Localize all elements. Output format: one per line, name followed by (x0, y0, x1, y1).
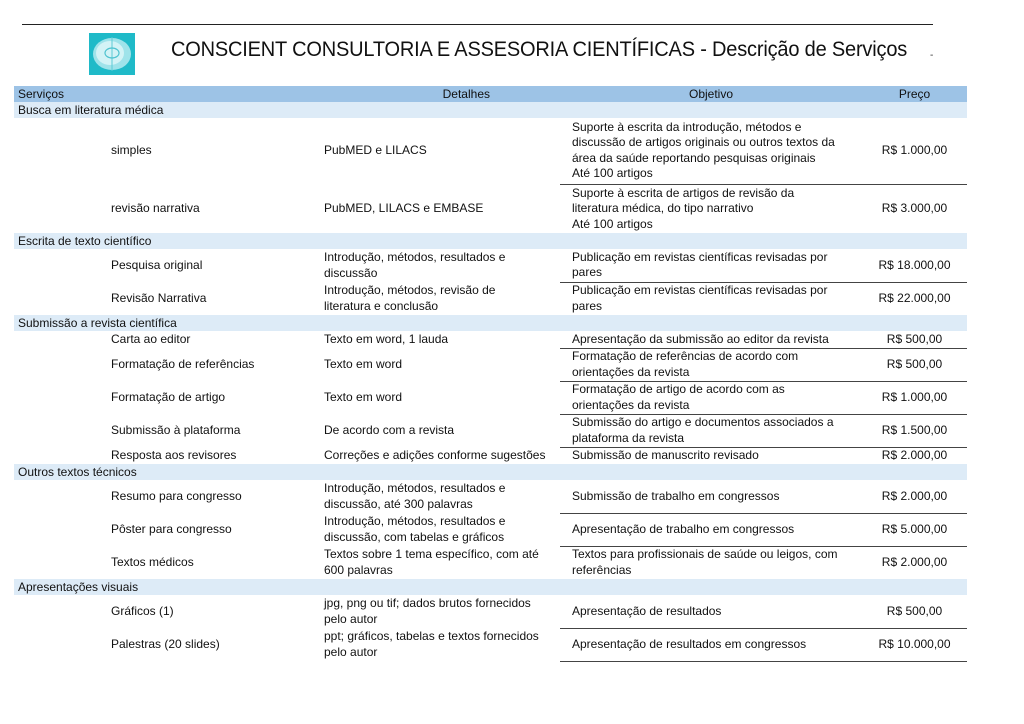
service-name: Carta ao editor (111, 331, 191, 346)
service-price: R$ 22.000,00 (878, 291, 951, 305)
table-row (14, 414, 967, 447)
table-row (14, 381, 967, 414)
page-title: CONSCIENT CONSULTORIA E ASSESORIA CIENTÍFICAS - Descrição de Serviços (171, 37, 908, 61)
table-row (14, 282, 967, 315)
section-row (14, 315, 967, 331)
service-name: revisão narrativa (111, 200, 200, 215)
objective-line: Submissão de manuscrito revisado (572, 448, 759, 462)
objective-line: Até 100 artigos (572, 216, 653, 231)
service-objective (560, 628, 862, 661)
objective-line: Suporte à escrita da introdução, métodos e (572, 119, 802, 134)
service-price: R$ 2.000,00 (862, 480, 967, 513)
objective-line: Apresentação da submissão ao editor da revista (572, 331, 829, 346)
service-price: R$ 2.000,00 (881, 555, 948, 569)
service-objective (560, 546, 862, 579)
section-title: Submissão a revista científica (14, 315, 967, 331)
details-line: pelo autor (324, 644, 378, 659)
table-row (14, 331, 967, 348)
objective-line: Submissão do artigo e documentos associados a (572, 415, 834, 429)
service-objective (560, 282, 862, 315)
top-rule (22, 24, 933, 25)
service-details: De acordo com a revista (324, 422, 455, 437)
service-name: Palestras (20 slides) (111, 636, 220, 651)
service-details: Texto em word (324, 356, 403, 371)
service-details (316, 546, 560, 579)
section-title: Busca em literatura médica (14, 102, 967, 118)
service-details (316, 480, 560, 513)
service-details (316, 595, 560, 628)
section-row (14, 464, 967, 480)
objective-line: discussão de artigos originais ou outros textos da (572, 135, 835, 150)
service-details: Correções e adições conforme sugestões (324, 447, 546, 462)
objective-line: área da saúde reportando pesquisas originais (572, 150, 816, 165)
objective-line: Suporte à escrita de artigos de revisão da (572, 185, 795, 200)
objective-line: Apresentação de trabalho em congressos (572, 521, 795, 536)
service-details (316, 628, 560, 661)
service-price: R$ 1.500,00 (862, 414, 967, 447)
service-objective (560, 249, 862, 282)
section-row (14, 579, 967, 595)
objective-line: Apresentação de resultados em congressos (572, 636, 807, 651)
table-row (14, 447, 967, 464)
service-name: simples (111, 143, 152, 158)
objective-line: Publicação em revistas científicas revisadas por (572, 249, 828, 264)
service-price: R$ 18.000,00 (862, 249, 967, 282)
objective-line: literatura médica, do tipo narrativo (572, 201, 754, 215)
table-row (14, 184, 967, 233)
table-row (14, 595, 967, 628)
service-objective (560, 348, 862, 381)
details-line: 600 palavras (324, 562, 393, 577)
table-row (14, 118, 967, 184)
details-line: Introdução, métodos, resultados e (324, 514, 506, 528)
column-header-preco: Preço (862, 86, 967, 102)
service-price: R$ 500,00 (862, 348, 967, 381)
service-price: R$ 1.000,00 (862, 381, 967, 414)
service-objective (560, 480, 862, 513)
objective-line: referências (572, 562, 632, 577)
service-name: Pôster para congresso (111, 521, 232, 536)
section-title: Apresentações visuais (14, 579, 967, 595)
service-objective (560, 381, 862, 414)
details-line: discussão, até 300 palavras (324, 496, 473, 511)
section-row (14, 102, 967, 118)
service-objective (560, 184, 862, 233)
column-header-servicos: Serviços (14, 86, 316, 102)
service-details (316, 282, 560, 315)
service-objective (560, 414, 862, 447)
details-line: Introdução, métodos, revisão de (324, 283, 496, 297)
table-header-row (14, 86, 967, 102)
service-details: PubMED, LILACS e EMBASE (324, 200, 484, 215)
details-line: jpg, png ou tif; dados brutos fornecidos (324, 596, 531, 610)
table-row (14, 480, 967, 513)
service-objective (560, 331, 862, 348)
objective-line: Formatação de referências de acordo com (572, 349, 799, 363)
section-row (14, 233, 967, 249)
service-price: R$ 3.000,00 (881, 201, 948, 215)
objective-line: orientações da revista (572, 397, 690, 412)
service-objective (560, 118, 862, 184)
details-line: ppt; gráficos, tabelas e textos fornecidos (324, 629, 539, 643)
services-table (14, 86, 967, 662)
details-line: Textos sobre 1 tema específico, com até (324, 547, 539, 561)
service-name: Formatação de artigo (111, 389, 226, 404)
service-name: Submissão à plataforma (111, 422, 241, 437)
service-price: R$ 5.000,00 (862, 513, 967, 546)
table-row (14, 348, 967, 381)
details-line: discussão, com tabelas e gráficos (324, 529, 505, 544)
table-row (14, 513, 967, 546)
details-line: Introdução, métodos, resultados e (324, 481, 506, 495)
service-name: Pesquisa original (111, 257, 203, 272)
service-name: Gráficos (1) (111, 603, 174, 618)
section-title: Outros textos técnicos (14, 464, 967, 480)
table-row (14, 628, 967, 661)
details-line: pelo autor (324, 611, 378, 626)
service-objective (560, 447, 862, 464)
service-details: PubMED e LILACS (324, 143, 427, 158)
service-name: Textos médicos (111, 554, 194, 569)
service-price: R$ 1.000,00 (862, 118, 967, 184)
objective-line: Formatação de artigo de acordo com as (572, 382, 785, 396)
objective-line: Submissão de trabalho em congressos (572, 488, 780, 503)
service-name: Resposta aos revisores (111, 447, 237, 462)
service-price: R$ 500,00 (862, 595, 967, 628)
title-trailing-mark: - (930, 50, 934, 61)
service-price: R$ 500,00 (862, 331, 967, 348)
service-name: Resumo para congresso (111, 488, 242, 503)
service-objective (560, 513, 862, 546)
service-objective (560, 595, 862, 628)
conscient-logo-icon (89, 33, 135, 75)
objective-line: pares (572, 265, 603, 280)
service-details: Texto em word, 1 lauda (324, 331, 449, 346)
objective-line: Apresentação de resultados (572, 603, 722, 618)
objective-line: pares (572, 298, 603, 313)
details-line: Introdução, métodos, resultados e (324, 250, 506, 264)
column-header-objetivo: Objetivo (560, 86, 862, 102)
objective-line: Publicação em revistas científicas revisadas por (572, 283, 828, 298)
service-name: Revisão Narrativa (111, 290, 207, 305)
column-header-detalhes: Detalhes (316, 86, 560, 102)
objective-line: Até 100 artigos (572, 166, 653, 181)
section-title: Escrita de texto científico (14, 233, 967, 249)
table-row (14, 249, 967, 282)
objective-line: orientações da revista (572, 364, 690, 379)
service-price: R$ 2.000,00 (881, 448, 948, 462)
service-details (316, 249, 560, 282)
details-line: discussão (324, 265, 378, 280)
objective-line: plataforma da revista (572, 430, 685, 445)
table-row (14, 546, 967, 579)
service-details (316, 513, 560, 546)
service-details: Texto em word (324, 389, 403, 404)
details-line: literatura e conclusão (324, 298, 439, 313)
service-price: R$ 10.000,00 (862, 628, 967, 661)
objective-line: Textos para profissionais de saúde ou leigos, com (572, 547, 838, 562)
service-name: Formatação de referências (111, 356, 255, 371)
